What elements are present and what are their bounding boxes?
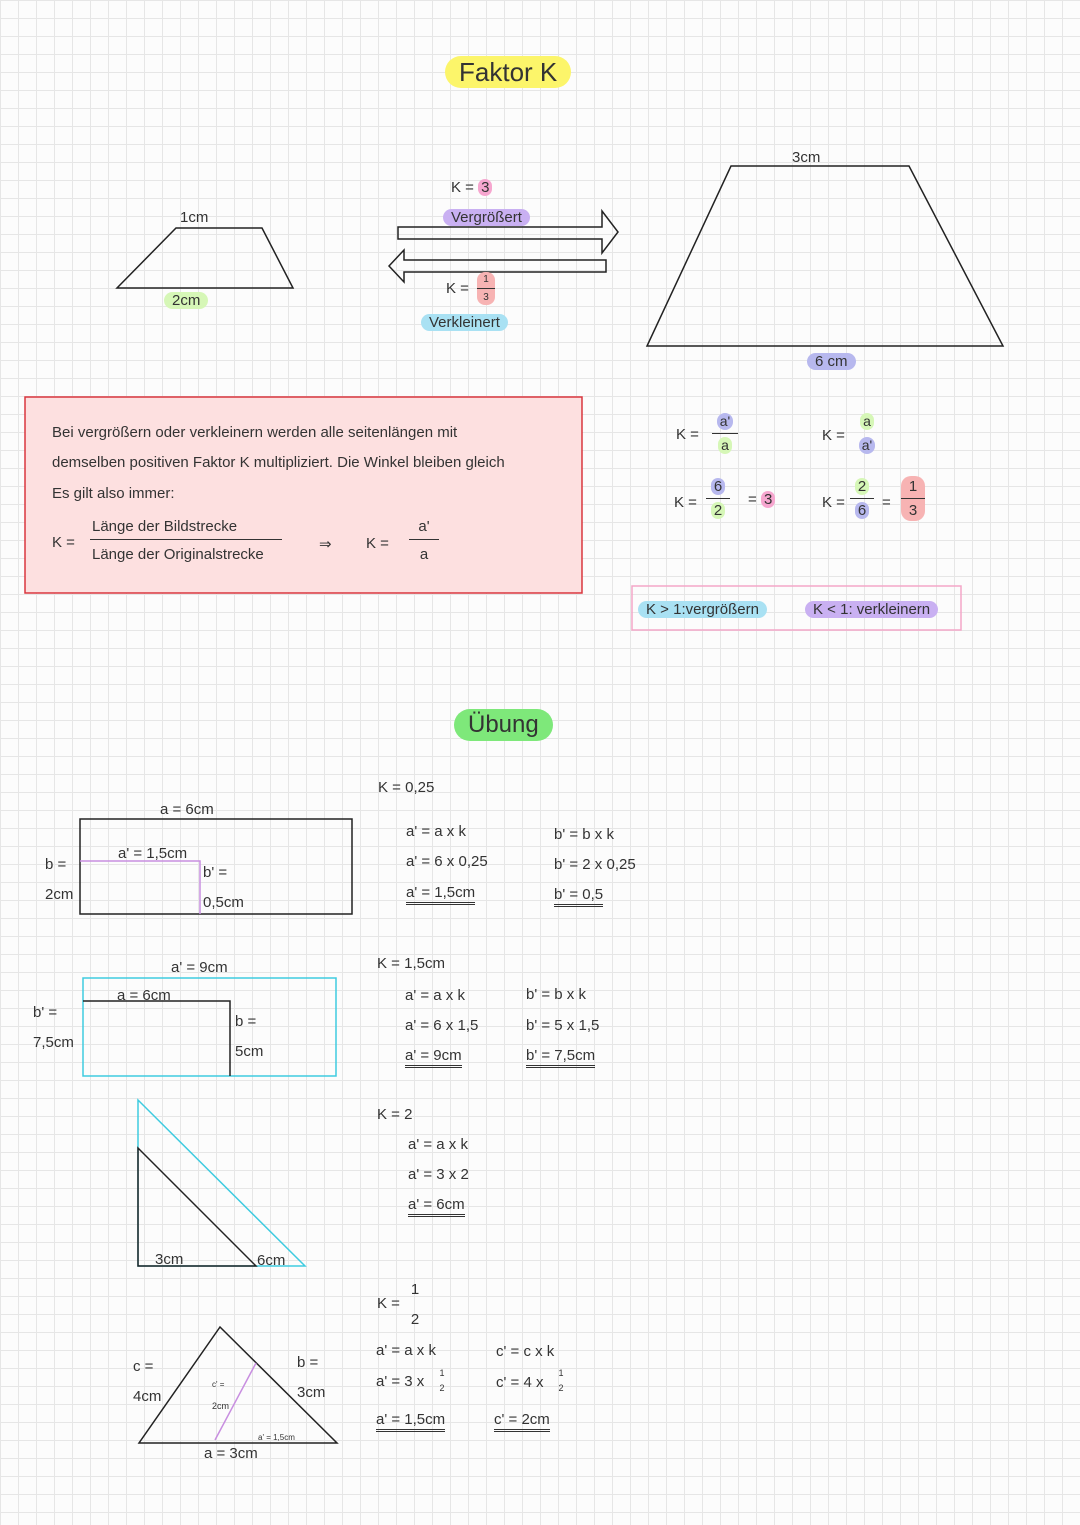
formula-3-eq-sign: = [748, 491, 757, 508]
ex1-bp-label-2: 0,5cm [203, 894, 244, 911]
formula-4-bar [850, 498, 874, 499]
enlarge-label: Vergrößert [443, 209, 530, 226]
rule-line-3: Es gilt also immer: [52, 485, 175, 502]
ex3-small-triangle [138, 1148, 256, 1266]
ex4-a-label: a = 3cm [204, 1445, 258, 1462]
formula-1-den: a [712, 437, 738, 454]
rule-line-1: Bei vergrößern oder verkleinern werden alle seitenlängen mit [52, 424, 458, 441]
rule-fraction-2-bar [409, 539, 439, 540]
big-top-label: 3cm [792, 149, 821, 166]
ex1-l1: a' = a x k [406, 823, 466, 840]
formula-2-k: K = [822, 427, 845, 444]
rule-k-eq-2: K = [366, 535, 389, 552]
ex4-l2: a' = 3 x [376, 1373, 425, 1390]
ex4-c-label-1: c = [133, 1358, 154, 1375]
uebung-title: Übung [454, 709, 553, 741]
ex3-l3: a' = 6cm [408, 1196, 465, 1217]
ex4-ap-label: a' = 1,5cm [258, 1433, 295, 1442]
ex1-b-label-1: b = [45, 856, 67, 873]
formula-1-fraction [712, 413, 738, 454]
ex1-small-rect [80, 861, 200, 914]
ex4-l2-den: 2 [439, 1383, 445, 1393]
ex3-big-triangle [138, 1100, 305, 1266]
formula-1-num: a' [712, 413, 738, 430]
ex2-small-rect [83, 1001, 230, 1076]
k-shrink-den: 3 [483, 292, 489, 303]
ex2-b-label-2: 5cm [235, 1043, 264, 1060]
ex4-r3: c' = 2cm [494, 1411, 550, 1432]
ex1-r2: b' = 2 x 0,25 [554, 856, 636, 873]
ex4-l2-bar [436, 1380, 448, 1381]
ex2-l3: a' = 9cm [405, 1047, 462, 1068]
ex1-k: K = 0,25 [378, 779, 435, 796]
ex4-l2-fraction [436, 1368, 448, 1393]
ex4-c-label-2: 4cm [133, 1388, 162, 1405]
ex1-l3: a' = 1,5cm [406, 884, 475, 905]
ex4-b-label-2: 3cm [297, 1384, 326, 1401]
rule-fraction-2 [409, 518, 439, 563]
ex4-cp-label-1: c' = [212, 1380, 225, 1389]
ex4-r2-bar [555, 1380, 567, 1381]
ex4-k-fraction [405, 1281, 425, 1328]
rule-line-2: demselben positiven Faktor K multipliziert. Die Winkel bleiben gleich [52, 454, 505, 471]
formula-2-bar [854, 433, 880, 434]
page-title: Faktor K [445, 56, 571, 88]
rule-fraction [90, 518, 282, 563]
formula-4-num: 2 [850, 478, 874, 495]
formula-1-bar [712, 433, 738, 434]
legend-bigger: K > 1:vergrößern [638, 601, 767, 618]
formula-3-fraction [706, 478, 730, 519]
ex3-a-label: 3cm [155, 1251, 184, 1268]
ex4-k-den: 2 [410, 1311, 420, 1328]
rule-fraction-2-den: a [419, 546, 429, 563]
ex4-l1: a' = a x k [376, 1342, 436, 1359]
ex1-r1: b' = b x k [554, 826, 614, 843]
formula-1-k: K = [676, 426, 699, 443]
ex1-a-label: a = 6cm [160, 801, 214, 818]
ex1-a2-label: a' = 1,5cm [118, 845, 188, 862]
formula-3-den: 2 [706, 502, 730, 519]
formula-3-num: 6 [706, 478, 730, 495]
formula-4-res-num: 1 [908, 478, 918, 495]
ex2-bp-label-1: b' = [33, 1004, 58, 1021]
legend-smaller: K < 1: verkleinern [805, 601, 938, 618]
big-bottom-label: 6 cm [807, 353, 856, 370]
k-shrink-bar [477, 288, 495, 289]
ex2-a-label: a = 6cm [117, 987, 171, 1004]
formula-4-result [901, 476, 925, 521]
small-bottom-label: 2cm [164, 292, 208, 309]
formula-4-k: K = [822, 494, 845, 511]
formula-4-res-den: 3 [908, 502, 918, 519]
k-shrink-fraction [477, 272, 495, 305]
ex4-r2: c' = 4 x [496, 1374, 544, 1391]
rule-fraction-2-num: a' [418, 518, 430, 535]
big-trapezoid [647, 166, 1003, 346]
ex2-r2: b' = 5 x 1,5 [526, 1017, 600, 1034]
ex4-r1: c' = c x k [496, 1343, 555, 1360]
rule-k-eq: K = [52, 534, 75, 551]
rule-fraction-num: Länge der Bildstrecke [92, 518, 238, 535]
formula-3-eq [748, 491, 775, 508]
ex2-l1: a' = a x k [405, 987, 465, 1004]
ex4-r2-den: 2 [558, 1383, 564, 1393]
formula-3-result: 3 [761, 491, 775, 508]
ex1-l2: a' = 6 x 0,25 [406, 853, 488, 870]
k-enlarge-value: 3 [478, 179, 492, 196]
ex3-l2: a' = 3 x 2 [408, 1166, 469, 1183]
formula-3-bar [706, 498, 730, 499]
formula-2-fraction [854, 413, 880, 454]
ex4-k: K = [377, 1295, 400, 1312]
k-shrink-num: 1 [483, 274, 489, 285]
ex2-b-label-1: b = [235, 1013, 257, 1030]
ex1-bp-label-1: b' = [203, 864, 228, 881]
ex4-k-bar [405, 1304, 425, 1305]
formula-4-fraction [850, 478, 874, 519]
ex1-r3: b' = 0,5 [554, 886, 603, 907]
shrink-arrow [389, 250, 606, 282]
formula-2-num: a [854, 413, 880, 430]
ex2-ap-label: a' = 9cm [171, 959, 228, 976]
ex3-ap-label: 6cm [257, 1252, 286, 1269]
small-trapezoid [117, 228, 293, 288]
ex4-l2-num: 1 [439, 1368, 445, 1378]
ex4-l3: a' = 1,5cm [376, 1411, 445, 1432]
rule-arrow: ⇒ [319, 536, 332, 553]
formula-4-res-bar [901, 498, 925, 499]
k-shrink-label: K = [446, 280, 469, 297]
formula-4-den: 6 [850, 502, 874, 519]
ex2-bp-label-2: 7,5cm [33, 1034, 74, 1051]
formula-2-den: a' [854, 437, 880, 454]
formula-3-k: K = [674, 494, 697, 511]
ex2-r3: b' = 7,5cm [526, 1047, 595, 1068]
rule-fraction-bar [90, 539, 282, 540]
ex4-r2-fraction [555, 1368, 567, 1393]
ex4-b-label-1: b = [297, 1354, 319, 1371]
k-enlarge-text: K = [451, 179, 479, 196]
ex4-r2-num: 1 [558, 1368, 564, 1378]
shrink-label: Verkleinert [421, 314, 508, 331]
ex4-k-num: 1 [410, 1281, 420, 1298]
ex2-k: K = 1,5cm [377, 955, 445, 972]
k-enlarge-label [451, 179, 492, 196]
ex1-b-label-2: 2cm [45, 886, 74, 903]
ex4-cp-label-2: 2cm [212, 1401, 230, 1411]
formula-4-eq: = [882, 494, 891, 511]
ex3-k: K = 2 [377, 1106, 413, 1123]
ex2-l2: a' = 6 x 1,5 [405, 1017, 479, 1034]
rule-fraction-den: Länge der Originalstrecke [92, 546, 264, 563]
ex3-l1: a' = a x k [408, 1136, 468, 1153]
small-top-label: 1cm [180, 209, 209, 226]
ex2-r1: b' = b x k [526, 986, 586, 1003]
